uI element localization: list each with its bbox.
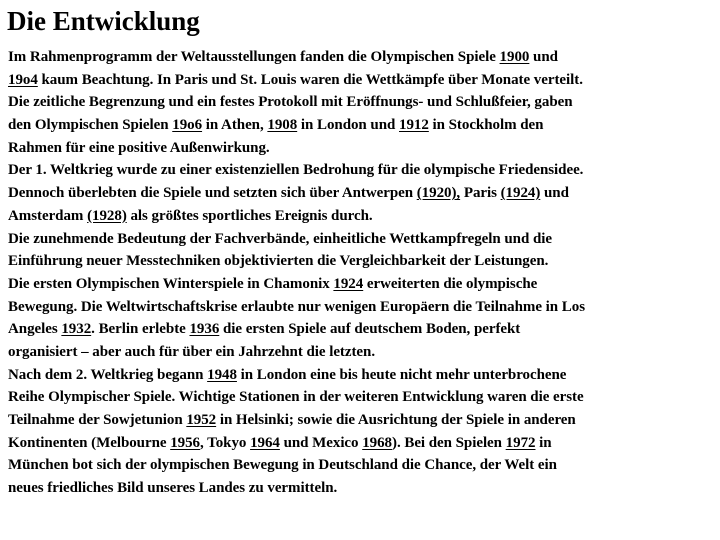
text-line [8, 69, 716, 92]
underlined-year: 1952 [186, 412, 217, 428]
text-segment: , Tokyo [200, 434, 251, 451]
text-segment: Angeles [8, 321, 62, 338]
text-line [8, 46, 716, 69]
underlined-year: 1972 [505, 434, 536, 451]
text-line [8, 477, 716, 500]
underlined-year: 1956 [170, 434, 200, 451]
text-segment: in London und [297, 117, 400, 134]
text-segment: und [540, 185, 569, 202]
text-line [8, 386, 716, 409]
underlined-year: 1932 [61, 321, 92, 338]
underlined-year: 19o6 [172, 117, 203, 134]
text-line [8, 182, 716, 205]
text-segment: Teilnahme der Sowjetunion [8, 412, 187, 428]
text-segment: in Stockholm den [428, 117, 544, 134]
text-line [8, 228, 716, 251]
text-line [8, 296, 716, 319]
text-segment: Die zunehmende Bedeutung der Fachverbände, einheitliche Wettkampfregeln und die [8, 230, 552, 247]
text-segment: Einführung neuer Messtechniken objektivierten die Vergleichbarkeit der Leistungen. [8, 253, 549, 270]
body-text [8, 46, 716, 500]
text-segment: in [535, 434, 552, 451]
text-segment: in Helsinki; sowie die Ausrichtung der Spiele in anderen [216, 412, 576, 428]
text-segment: den Olympischen Spielen [8, 117, 173, 134]
underlined-year: 1912 [399, 117, 429, 134]
text-segment: Kontinenten (Melbourne [8, 434, 171, 451]
text-line [8, 409, 716, 432]
text-line [8, 205, 716, 228]
text-segment: Dennoch überlebten die Spiele und setzten sich über Antwerpen [8, 185, 417, 202]
text-line [8, 137, 716, 160]
underlined-year: 1948 [207, 366, 237, 383]
page-title: Die Entwicklung [7, 6, 200, 36]
underlined-year: 1964 [250, 434, 280, 451]
text-line [8, 318, 716, 341]
text-line [8, 454, 716, 477]
text-segment: Nach dem 2. Weltkrieg begann [8, 366, 208, 383]
text-segment: Die ersten Olympischen Winterspiele in Chamonix [8, 275, 334, 292]
text-line [8, 91, 716, 114]
underlined-year: 19o4 [8, 71, 38, 88]
text-line [8, 159, 716, 182]
text-segment: . Berlin erlebte [91, 321, 190, 338]
text-segment: Rahmen für eine positive Außenwirkung. [8, 139, 270, 156]
text-segment: Amsterdam [8, 207, 88, 224]
text-line [8, 114, 716, 137]
text-segment: und Mexico [279, 434, 363, 451]
text-segment: erweiterten die olympische [363, 275, 538, 292]
text-segment: Paris [460, 185, 501, 202]
underlined-year: (1928) [87, 207, 127, 224]
underlined-year: 1968 [362, 434, 393, 451]
text-segment: kaum Beachtung. In Paris und St. Louis waren die Wettkämpfe über Monate verteilt. [37, 71, 583, 88]
text-segment: Reihe Olympischer Spiele. Wichtige Stationen in der weiteren Entwicklung waren die erste [8, 389, 584, 406]
text-segment: in Athen, [202, 117, 268, 134]
text-segment: Die zeitliche Begrenzung und ein festes Protokoll mit Eröffnungs- und Schlußfeier, gaben [8, 94, 573, 111]
text-segment: Im Rahmenprogramm der Weltausstellungen fanden die Olympischen Spiele [8, 49, 500, 65]
text-line [8, 432, 716, 455]
underlined-year: 1908 [267, 117, 298, 134]
text-line [8, 273, 716, 296]
underlined-year: (1924) [500, 185, 541, 202]
text-segment: München bot sich der olympischen Bewegung in Deutschland die Chance, der Welt ein [8, 457, 557, 474]
text-segment: Bewegung. Die Weltwirtschaftskrise erlaubte nur wenigen Europäern die Teilnahme in Los [8, 298, 585, 315]
text-line [8, 364, 716, 387]
underlined-year: 1924 [333, 275, 364, 292]
text-segment: die ersten Spiele auf deutschem Boden, perfekt [219, 321, 521, 338]
text-segment: und [529, 49, 558, 65]
text-segment: ). Bei den Spielen [392, 434, 506, 451]
text-segment: als größtes sportliches Ereignis durch. [126, 207, 373, 224]
text-line [8, 341, 716, 364]
text-line [8, 250, 716, 273]
underlined-year: 1936 [189, 321, 220, 338]
text-segment: organisiert – aber auch für über ein Jahrzehnt die letzten. [8, 343, 376, 360]
underlined-year: (1920), [416, 185, 461, 202]
text-segment: neues friedliches Bild unseres Landes zu vermitteln. [8, 480, 338, 497]
text-segment: Der 1. Weltkrieg wurde zu einer existenziellen Bedrohung für die olympische Friedensidee. [8, 162, 584, 179]
underlined-year: 1900 [499, 49, 530, 65]
text-segment: in London eine bis heute nicht mehr unterbrochene [236, 366, 567, 383]
